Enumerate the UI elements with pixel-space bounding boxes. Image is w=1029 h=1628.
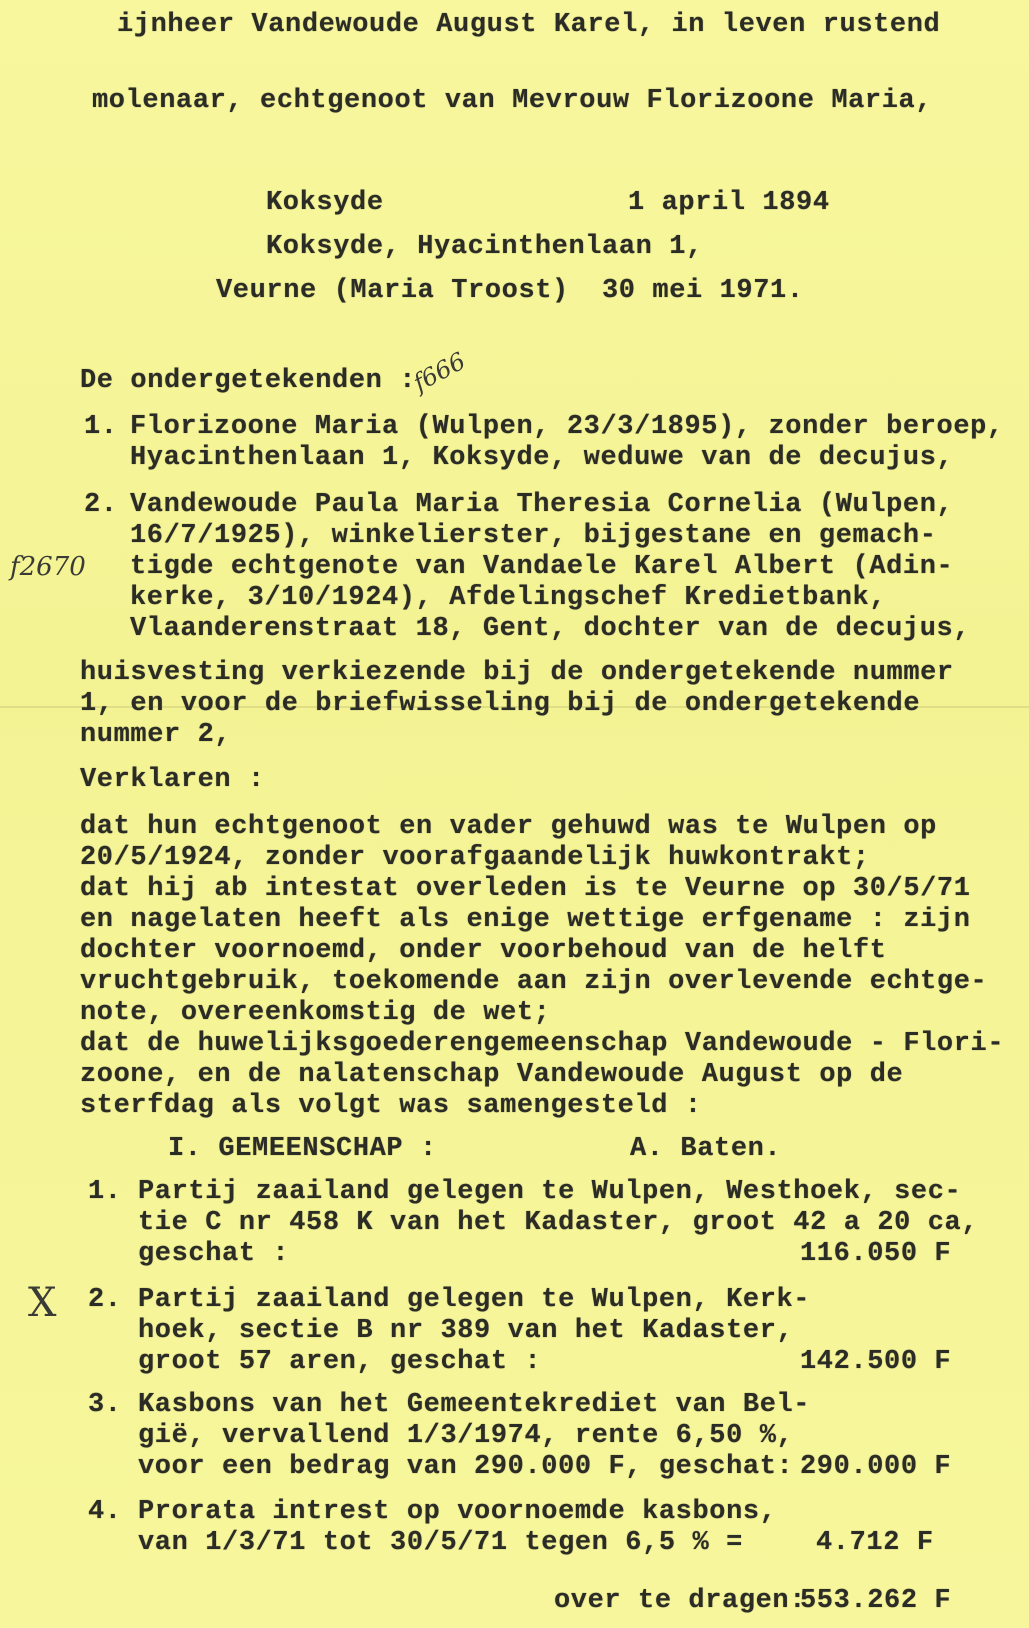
signatory-1-line-1: Florizoone Maria (Wulpen, 23/3/1895), zonder beroep, [130,412,1004,442]
signatory-2-line-5: Vlaanderenstraat 18, Gent, dochter van de decujus, [130,614,971,644]
declaration-line-3: dat hij ab intestat overleden is te Veurne op 30/5/71 [80,874,971,904]
signatories-intro: De ondergetekenden : [80,366,417,396]
signatory-1-line-2: Hyacinthenlaan 1, Koksyde, weduwe van de decujus, [130,443,954,473]
asset-2-line-2: hoek, sectie B nr 389 van het Kadaster, [138,1316,794,1346]
residence-line-3: nummer 2, [80,720,232,750]
handwritten-note-f666: f666 [408,346,471,398]
asset-3-line-1: Kasbons van het Gemeentekrediet van Bel- [138,1390,811,1420]
signatory-2-number: 2. [84,490,118,520]
signatory-2-line-2: 16/7/1925), winkelierster, bijgestane en gemach- [130,521,937,551]
declaration-line-8: dat de huwelijksgoederengemeenschap Vandewoude - Flori- [80,1029,1005,1059]
handwritten-note-f2670: f2670 [10,552,86,582]
declaration-line-5: dochter voornoemd, onder voorbehoud van de helft [80,936,887,966]
asset-3-amount: 290.000 F [800,1452,952,1482]
declaration-line-1: dat hun echtgenoot en vader gehuwd was te Wulpen op [80,812,937,842]
asset-4-number: 4. [88,1497,122,1527]
asset-1-number: 1. [88,1177,122,1207]
residence-line-2: 1, en voor de briefwisseling bij de ondergetekende [80,689,921,719]
declaration-line-4: en nagelaten heeft als enige wettige erfgename : zijn [80,905,971,935]
signatory-2-line-4: kerke, 3/10/1924), Afdelingschef Kredietbank, [130,583,887,613]
declaration-line-7: note, overeenkomstig de wet; [80,998,551,1028]
asset-1-line-2: tie C nr 458 K van het Kadaster, groot 42 a 20 ca, [138,1208,979,1238]
residence-line-1: huisvesting verkiezende bij de ondergetekende nummer [80,658,954,688]
asset-4-amount: 4.712 F [816,1528,934,1558]
declaration-line-9: zoone, en de nalatenschap Vandewoude August op de [80,1060,904,1090]
asset-3-line-2: gië, vervallend 1/3/1974, rente 6,50 %, [138,1421,794,1451]
asset-2-number: 2. [88,1285,122,1315]
signatory-1-number: 1. [84,412,118,442]
asset-3-line-3: voor een bedrag van 290.000 F, geschat: [138,1452,794,1482]
asset-1-amount: 116.050 F [800,1239,952,1269]
carry-over-amount: 553.262 F [800,1586,952,1616]
declaration-line-2: 20/5/1924, zonder voorafgaandelijk huwkontrakt; [80,843,870,873]
asset-2-amount: 142.500 F [800,1347,952,1377]
death-date: 30 mei 1971. [602,276,804,306]
section-heading-gemeenschap: I. GEMEENSCHAP : [168,1134,437,1164]
asset-1-line-1: Partij zaailand gelegen te Wulpen, Westhoek, sec- [138,1177,962,1207]
asset-2-line-1: Partij zaailand gelegen te Wulpen, Kerk- [138,1285,811,1315]
handwritten-x-mark: X [28,1280,57,1326]
declaration-line-10: sterfdag als volgt was samengesteld : [80,1091,702,1121]
asset-2-line-3: groot 57 aren, geschat : [138,1347,542,1377]
signatory-2-line-1: Vandewoude Paula Maria Theresia Cornelia (Wulpen, [130,490,954,520]
signatory-2-line-3: tigde echtgenote van Vandaele Karel Albert (Adin- [130,552,954,582]
header-line-1: ijnheer Vandewoude August Karel, in leven rustend [117,10,941,40]
asset-4-line-1: Prorata intrest op voornoemde kasbons, [138,1497,777,1527]
declaration-heading: Verklaren : [80,765,265,795]
header-line-2: molenaar, echtgenoot van Mevrouw Florizoone Maria, [92,86,933,116]
section-heading-baten: A. Baten. [630,1134,782,1164]
birth-date: 1 april 1894 [628,188,830,218]
declaration-line-6: vruchtgebruik, toekomende aan zijn overlevende echtge- [80,967,988,997]
asset-4-line-2: van 1/3/71 tot 30/5/71 tegen 6,5 % = [138,1528,743,1558]
asset-3-number: 3. [88,1390,122,1420]
asset-1-line-3: geschat : [138,1239,290,1269]
carry-over-label: over te dragen: [554,1586,807,1616]
address: Koksyde, Hyacinthenlaan 1, [266,232,703,262]
death-place: Veurne (Maria Troost) [216,276,569,306]
birth-place: Koksyde [266,188,384,218]
